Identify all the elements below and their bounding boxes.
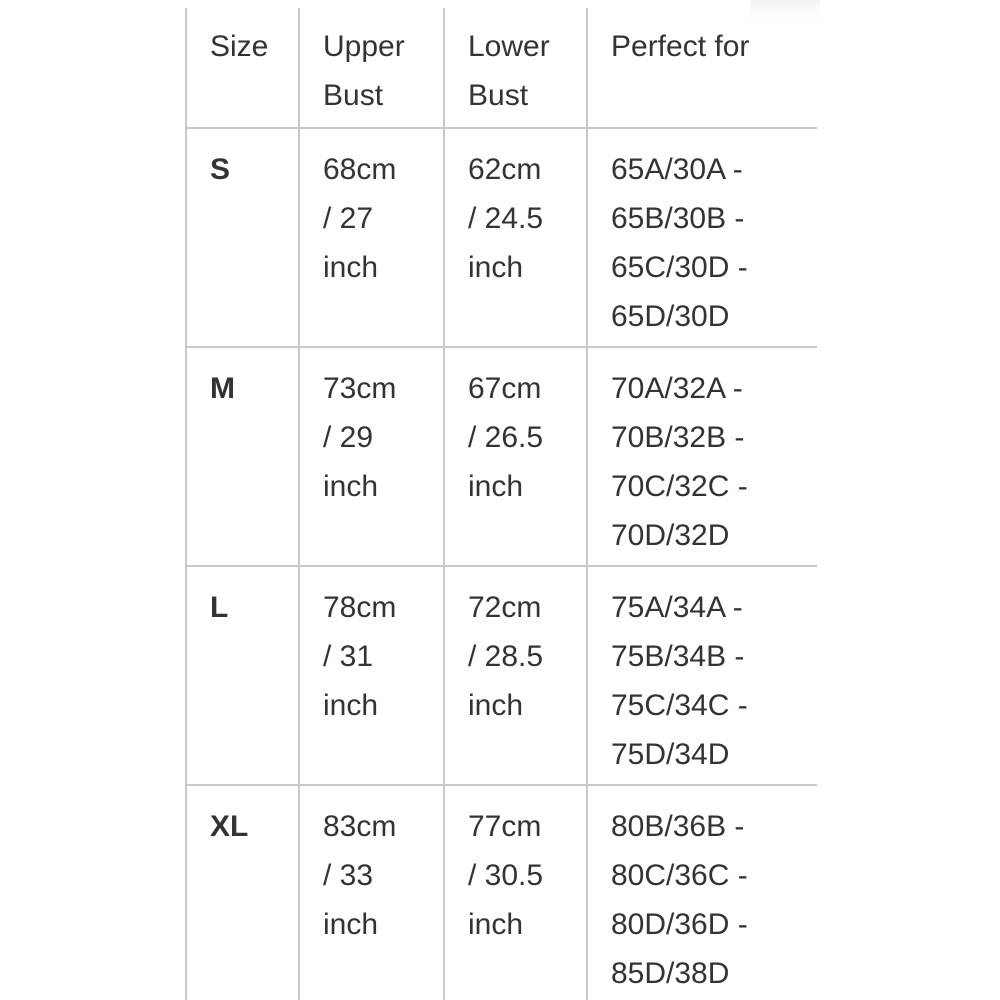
header-upper-bust: Upper Bust [299, 8, 444, 128]
upper-bust-cell: 78cm / 31 inch [299, 566, 444, 785]
upper-bust-cell: 68cm / 27 inch [299, 128, 444, 347]
upper-bust-cell: 83cm / 33 inch [299, 785, 444, 1000]
size-cell: M [186, 347, 299, 566]
perfect-for-cell: 80B/36B - 80C/36C - 80D/36D - 85D/38D [587, 785, 817, 1000]
header-size: Size [186, 8, 299, 128]
perfect-for-cell: 70A/32A - 70B/32B - 70C/32C - 70D/32D [587, 347, 817, 566]
perfect-for-cell: 75A/34A - 75B/34B - 75C/34C - 75D/34D [587, 566, 817, 785]
header-lower-bust: Lower Bust [444, 8, 587, 128]
size-cell: XL [186, 785, 299, 1000]
lower-bust-cell: 67cm / 26.5 inch [444, 347, 587, 566]
lower-bust-cell: 72cm / 28.5 inch [444, 566, 587, 785]
header-perfect-for: Perfect for [587, 8, 817, 128]
header-row [186, 8, 817, 128]
table-row [186, 347, 817, 566]
upper-bust-cell: 73cm / 29 inch [299, 347, 444, 566]
lower-bust-cell: 77cm / 30.5 inch [444, 785, 587, 1000]
size-chart-table [185, 8, 817, 1000]
perfect-for-cell: 65A/30A - 65B/30B - 65C/30D - 65D/30D [587, 128, 817, 347]
table-row [186, 128, 817, 347]
size-cell: S [186, 128, 299, 347]
table-row [186, 785, 817, 1000]
size-cell: L [186, 566, 299, 785]
table-row [186, 566, 817, 785]
lower-bust-cell: 62cm / 24.5 inch [444, 128, 587, 347]
